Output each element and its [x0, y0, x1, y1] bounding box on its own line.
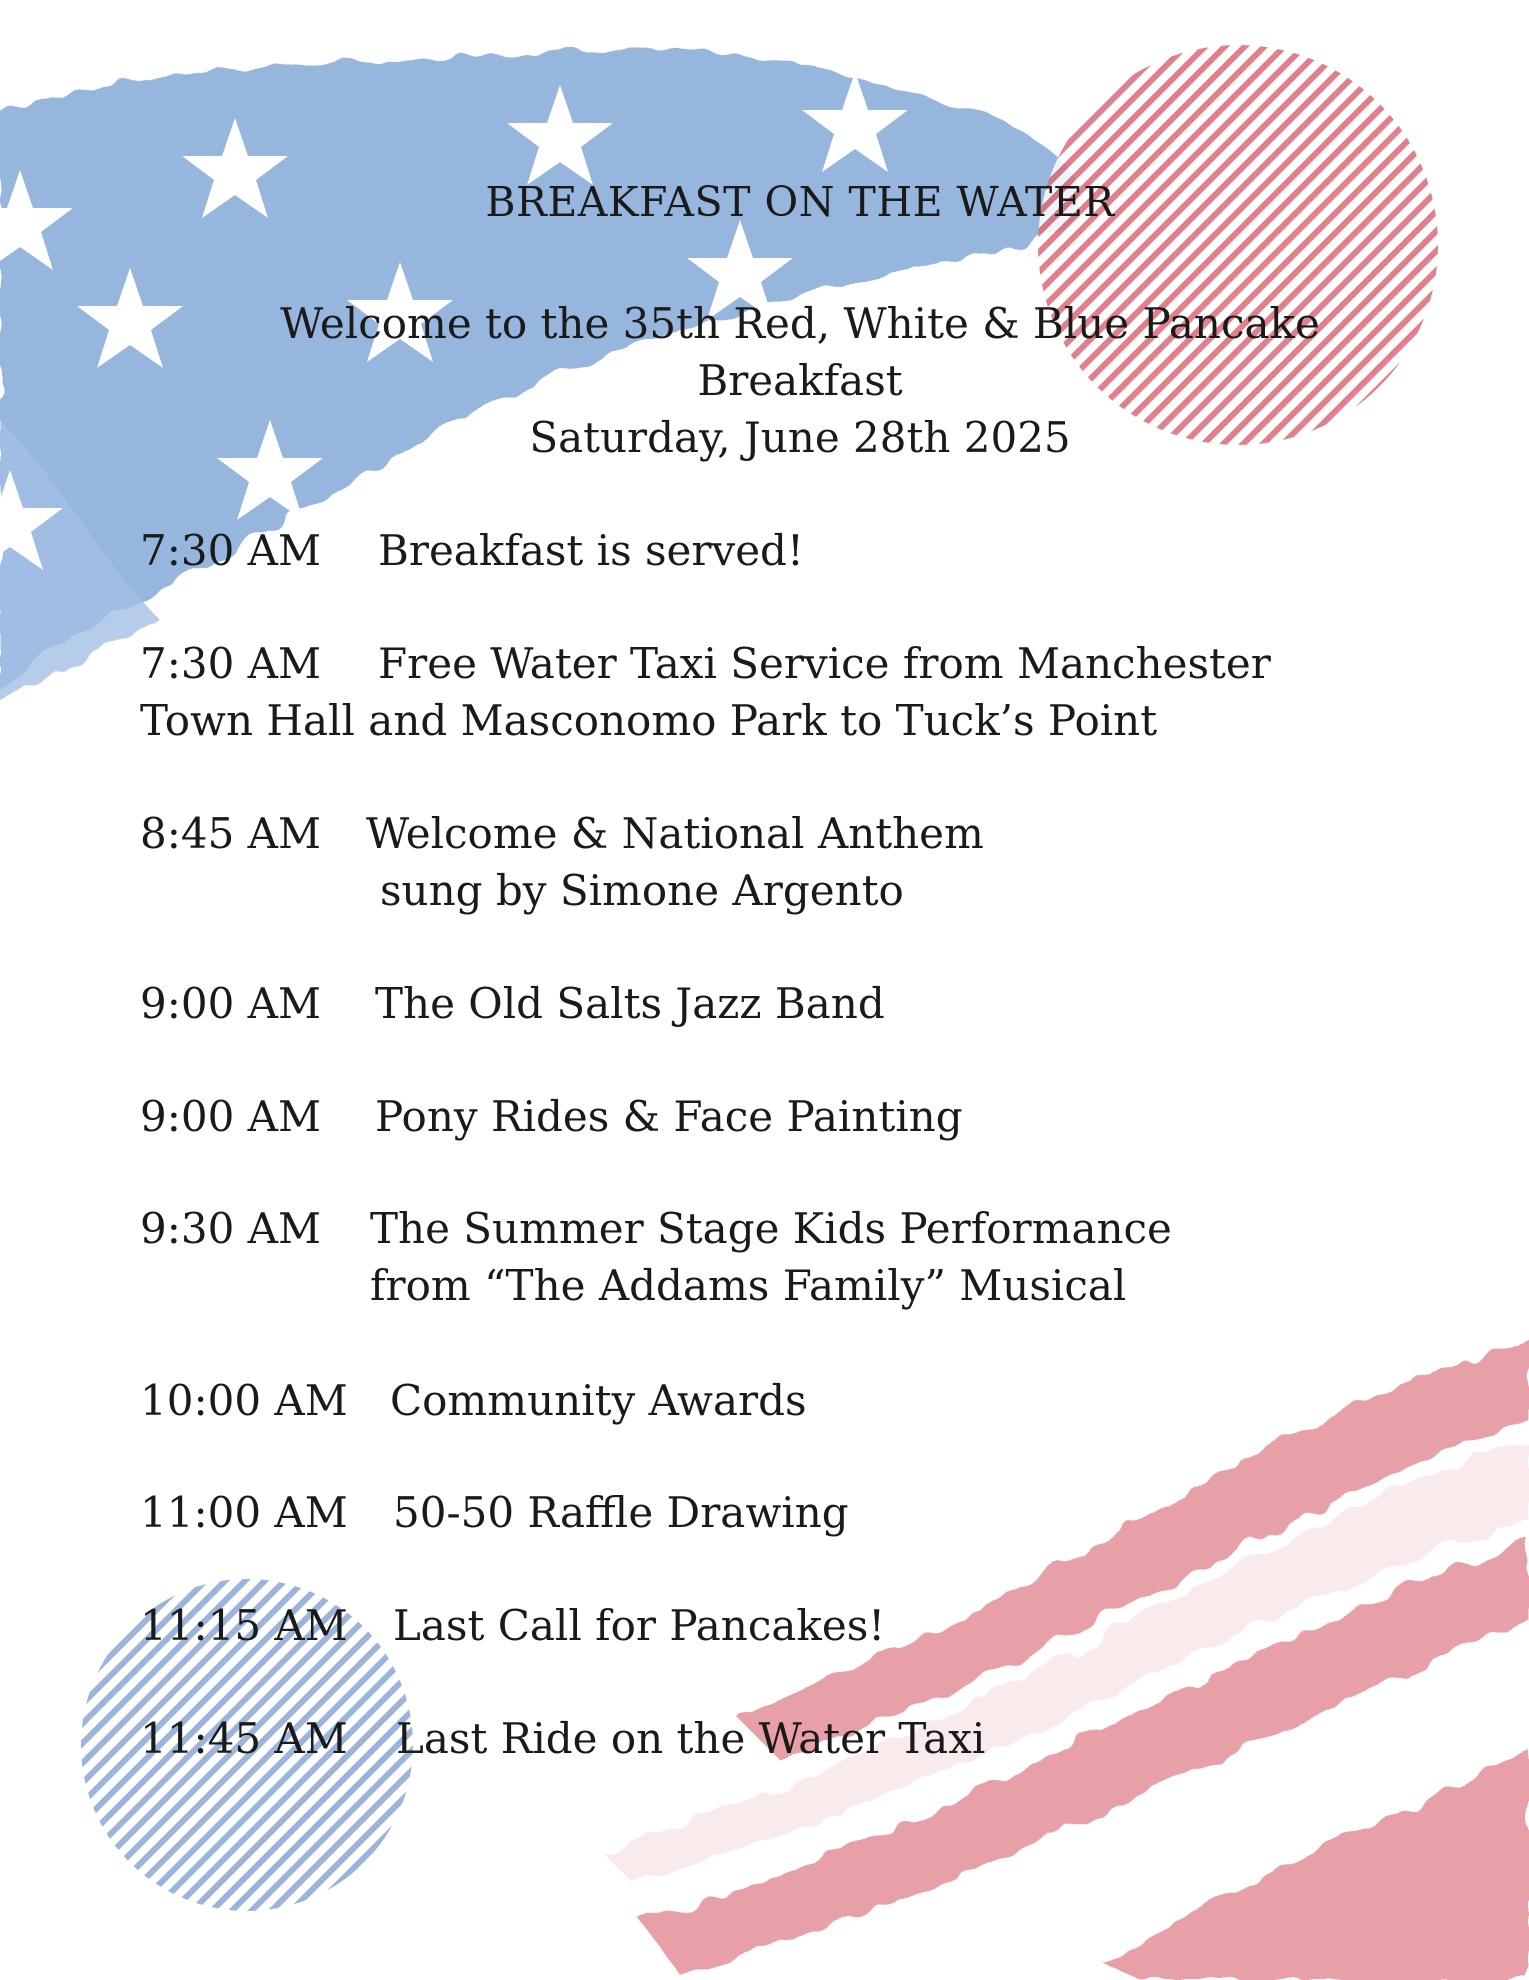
welcome-line: Breakfast — [697, 356, 903, 405]
schedule-event: Breakfast is served! — [378, 526, 804, 575]
schedule-event-continued: from “The Addams Family” Musical — [370, 1261, 1127, 1310]
schedule-time: 9:00 AM — [140, 979, 322, 1028]
schedule-time: 9:00 AM — [140, 1092, 322, 1141]
schedule-event: Community Awards — [390, 1376, 807, 1425]
welcome-line: Welcome to the 35th Red, White & Blue Pancake — [280, 299, 1320, 348]
schedule-time: 8:45 AM — [140, 809, 322, 858]
schedule-event: Last Call for Pancakes! — [393, 1601, 886, 1650]
schedule-time: 11:45 AM — [140, 1714, 348, 1763]
page-title: BREAKFAST ON THE WATER — [485, 178, 1115, 226]
schedule-event: Welcome & National Anthem — [366, 809, 984, 858]
event-date: Saturday, June 28th 2025 — [529, 413, 1071, 462]
schedule-time: 7:30 AM — [140, 639, 322, 688]
schedule-event: 50-50 Raffle Drawing — [393, 1488, 849, 1537]
schedule-time: 11:00 AM — [140, 1488, 348, 1537]
schedule-time: 11:15 AM — [140, 1601, 348, 1650]
schedule-event: The Summer Stage Kids Performance — [370, 1204, 1172, 1253]
schedule-time: 7:30 AM — [140, 526, 322, 575]
schedule-event-continued: Town Hall and Masconomo Park to Tuck’s Point — [140, 696, 1158, 745]
welcome-block — [200, 295, 1400, 466]
schedule-event: The Old Salts Jazz Band — [375, 979, 885, 1028]
schedule-time: 9:30 AM — [140, 1204, 322, 1253]
schedule-event-continued: sung by Simone Argento — [380, 866, 904, 915]
schedule-time: 10:00 AM — [140, 1376, 348, 1425]
schedule-event: Free Water Taxi Service from Manchester — [378, 639, 1271, 688]
schedule-event: Last Ride on the Water Taxi — [396, 1714, 986, 1763]
schedule-event: Pony Rides & Face Painting — [375, 1092, 963, 1141]
